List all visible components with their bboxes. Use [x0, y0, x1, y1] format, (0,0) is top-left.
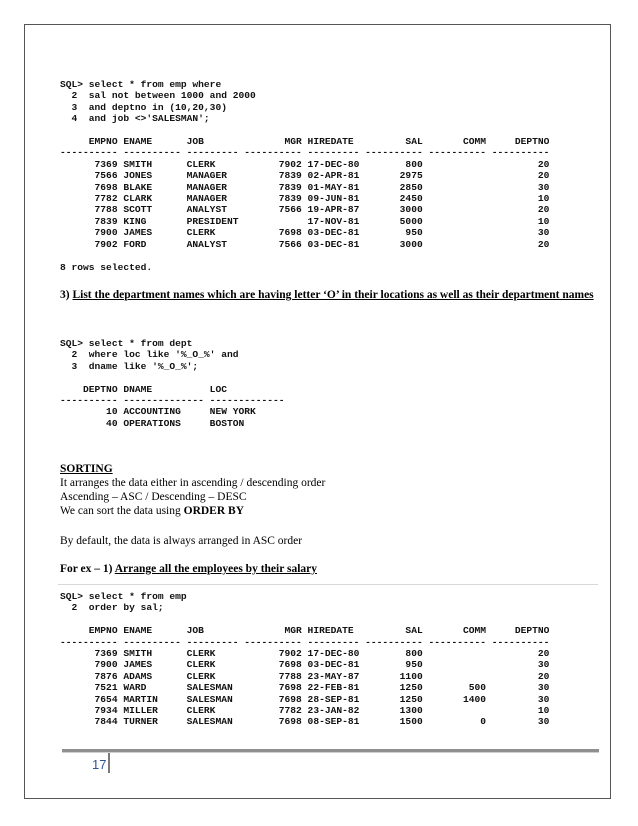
footer-rule	[62, 749, 599, 753]
sorting-line-4: By default, the data is always arranged in ASC order	[60, 535, 303, 547]
question-3-text: List the department names which are having letter ‘O’ in their locations as well as their department names	[72, 289, 594, 301]
sorting-heading: SORTING	[60, 463, 113, 475]
page-number: 17	[92, 757, 107, 772]
sql-output-block-3: SQL> select * from emp 2 order by sal; EMPNO ENAME JOB MGR HIREDATE SAL COMM DEPTNO ---------- ---------- --------- ---------- --------- ---------- ---------- ---------- 7369 SMITH CLERK 7902 17-DEC-80 800 20 7900 JAMES CLERK 7698 03-DEC-81 950 30 7876 ADAMS CLERK 7788 23-MAY-87 1100 20 7521 WARD SALESMAN 7698 22-FEB-81 1250 500 30 7654 MARTIN SALESMAN 7698 28-SEP-81 1250 1400 30 7934 MILLER CLERK 7782 23-JAN-82 1300 10 7844 TURNER SALESMAN 7698 08-SEP-81 1500 0 30	[60, 591, 550, 728]
sorting-line-1: It arranges the data either in ascending / descending order	[60, 477, 326, 489]
sql-output-block-1: SQL> select * from emp where 2 sal not between 1000 and 2000 3 and deptno in (10,20,30) 4 and job <>'SALESMAN'; EMPNO ENAME JOB MGR HIREDATE SAL COMM DEPTNO ---------- ---------- --------- ---------- --------- ---------- ---------- ---------- 7369 SMITH CLERK 7902 17-DEC-80 800 20 7566 JONES MANAGER 7839 02-APR-81 2975 20 7698 BLAKE MANAGER 7839 01-MAY-81 2850 30 7782 CLARK MANAGER 7839 09-JUN-81 2450 10 7788 SCOTT ANALYST 7566 19-APR-87 3000 20 7839 KING PRESIDENT 17-NOV-81 5000 10 7900 JAMES CLERK 7698 03-DEC-81 950 30 7902 FORD ANALYST 7566 03-DEC-81 3000 20 8 rows selected.	[60, 79, 550, 273]
page-number-bar	[108, 753, 110, 773]
sorting-line-3-text: We can sort the data using	[60, 505, 184, 517]
sql-output-block-2: SQL> select * from dept 2 where loc like '%_O_%' and 3 dname like '%_O_%'; DEPTNO DNAME LOC ---------- -------------- ------------- 10 ACCOUNTING NEW YORK 40 OPERATIONS BOSTON	[60, 338, 285, 429]
example-1-prefix: For ex – 1)	[60, 563, 115, 575]
question-3-number: 3)	[60, 289, 70, 301]
sorting-line-3	[60, 504, 244, 518]
example-1	[60, 562, 317, 576]
example-1-text: Arrange all the employees by their salary	[114, 563, 318, 575]
divider	[58, 584, 598, 585]
sorting-line-2: Ascending – ASC / Descending – DESC	[60, 491, 247, 503]
order-by-keyword: ORDER BY	[183, 505, 245, 517]
question-3	[60, 288, 600, 302]
